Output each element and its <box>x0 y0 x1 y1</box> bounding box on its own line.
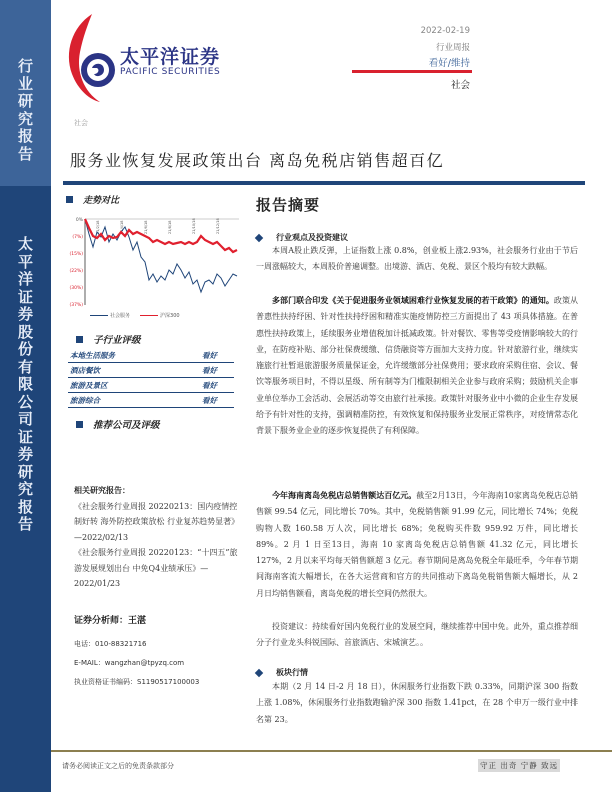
report-date: 2022-02-19 <box>420 26 470 36</box>
trend-chart <box>63 212 241 312</box>
bold-lead: 多部门联合印发《关于促进服务业领域困难行业恢复发展的若干政策》的通知。 <box>272 295 554 305</box>
table-row: 旅游及景区 看好 <box>68 378 234 393</box>
report-type: 行业周报 <box>435 43 470 53</box>
summary-paragraph: 本周A股止跌反弹，上证指数上涨 0.8%，创业板上涨2.93%，社会服务行业由于节后一周涨幅较大，本周股价普遍调整。出境游、酒店、免税、景区个股均有较大跌幅。 <box>256 246 578 272</box>
title-divider <box>63 181 585 185</box>
sub-rating-table <box>68 348 234 408</box>
header-divider <box>352 70 472 73</box>
svg-text:21/12/18: 21/12/18 <box>216 218 220 234</box>
table-row: 旅游综合 看好 <box>68 393 234 408</box>
section-heading-views: 行业观点及投资建议 <box>256 232 348 243</box>
summary-title: 报告摘要 <box>256 196 321 214</box>
svg-text:(7%): (7%) <box>72 235 83 240</box>
related-reports: 相关研究报告： 《社会服务行业周报 20220213：国内疫情控制好转 海外防控政策放松 行业复苏趋势显著》—2022/02/13 《社会服务行业周报 20220123：“十四五”旅游发展规划出台 中免Q4业绩承压》—2022/01/23 <box>74 483 240 592</box>
disclaimer-note: 请务必阅读正文之后的免责条款部分 <box>62 762 174 770</box>
logo-chinese-name: 太平洋证券 <box>120 46 221 68</box>
logo-emblem-icon <box>62 12 122 102</box>
svg-text:21/10/18: 21/10/18 <box>192 218 196 234</box>
legend-item-csi300: 沪深300 <box>140 312 180 319</box>
svg-text:(22%): (22%) <box>69 269 83 274</box>
summary-paragraph-hainan <box>256 487 578 602</box>
legend-item-social-services: 社会服务 <box>90 312 130 319</box>
company-motto: 守正 出奇 宁静 致远 <box>480 761 559 770</box>
analyst-phone: 电话：010-88321716 <box>74 640 147 648</box>
legend-line-icon <box>90 315 108 317</box>
svg-text:21/8/18: 21/8/18 <box>168 220 172 234</box>
section-heading-market: 板块行情 <box>256 667 308 678</box>
diamond-bullet-icon <box>255 233 263 241</box>
sector-label: 社会 <box>450 80 470 91</box>
series-csi300 <box>85 219 237 252</box>
trend-heading: 走势对比 <box>66 193 119 206</box>
svg-text:21/4/18: 21/4/18 <box>120 220 124 234</box>
related-report-link[interactable]: 《社会服务行业周报 20220213：国内疫情控制好转 海外防控政策放松 行业复苏趋势显著》—2022/02/13 <box>74 501 240 542</box>
recommend-heading: 推荐公司及评级 <box>76 417 160 431</box>
analyst-email[interactable]: E-MAIL：wangzhan@tpyzq.com <box>74 659 185 667</box>
svg-text:(15%): (15%) <box>69 252 83 257</box>
svg-text:(30%): (30%) <box>69 286 83 291</box>
table-row: 酒店餐饮 看好 <box>68 363 234 378</box>
svg-text:21/2/18: 21/2/18 <box>96 220 100 234</box>
company-logo <box>62 12 232 102</box>
logo-english-name: PACIFIC SECURITIES <box>120 67 221 77</box>
series-social-services <box>85 219 237 292</box>
chart-legend <box>90 312 180 319</box>
sub-rating-heading: 子行业评级 <box>76 332 141 346</box>
analyst-name: 证券分析师：王湛 <box>74 616 147 626</box>
summary-paragraph-policy <box>256 292 578 440</box>
page-title: 服务业恢复发展政策出台 离岛免税店销售超百亿 <box>70 151 445 170</box>
breadcrumb: 社会 <box>74 119 88 127</box>
summary-paragraph-market: 本期（2 月 14 日-2 月 18 日），休闲服务行业指数下跌 0.33%，同期沪深 300 指数上涨 1.08%，休闲服务行业指数跑输沪深 300 指数 1.41pct，在 28 个申万一级行业中排名第 23。 <box>256 682 578 724</box>
square-bullet-icon <box>66 196 73 203</box>
footer-divider <box>51 750 612 752</box>
square-bullet-icon <box>76 336 83 343</box>
table-row: 本地生活服务 看好 <box>68 348 234 363</box>
bold-lead: 今年海南离岛免税店总销售额达百亿元。 <box>272 490 417 500</box>
sidebar-top-label: 行 业 研 究 报 告 <box>17 57 33 163</box>
policy-body: 政策从普惠性扶持纾困、针对性扶持纾困和精准实施疫情防控三方面提出了 43 项具体措施。在普惠性扶持政策上，延续服务业增值税加计抵减政策。针对餐饮、零售等受疫情影响较大的行业，在防疫补贴、部分社保费缓缴、信贷融资等方面加大支持力度。针对旅游行业，继续实施旅行社暂退旅游服务质量保证金，允许缓缴部分社保费用；要求政府采购住宿、会议、餐饮等服务项目时，不得以星级、所有制等为门槛限制相关企业参与政府采购；鼓励机关企事业单位举办工会活动、会展活动等交由旅行社承接。政策针对服务业中小微的企业生存发展给予有针对性的支持，强调精准防控，有效恢复和保持服务业发展正常秩序，对疫情常态化背景下服务业企业的逐步恢复提供了有利保障。 <box>256 296 578 436</box>
y-tick-0: 0% <box>75 218 83 223</box>
hainan-body: 截至2月13日，今年海南10家离岛免税店总销售额 99.54 亿元，同比增长 70%。其中，免税销售额 91.99 亿元，同比增长 74%；免税购物人数 160.58 万人次，同比增长 68%；免税购买件数 959.92 万件，同比增长 89%。2 月 1 日至13日，海南 10 家离岛免税店总销售额 41.32 亿元，同比增长 127%，2 月以来平均每天销售额超 3 亿元。春节期间是离岛免税全年最旺季，今年春节期间海南客流大幅增长，在各大运营商和官方的共同推动下离岛免税销售额大幅增长，从 2 月日均销售额看，离岛免税的增长空间仍然很大。 <box>256 491 578 598</box>
svg-text:21/6/18: 21/6/18 <box>144 220 148 234</box>
related-report-link[interactable]: 《社会服务行业周报 20220123：“十四五”旅游发展规划出台 中免Q4业绩承压》—2022/01/23 <box>74 548 238 588</box>
diamond-bullet-icon <box>255 668 263 676</box>
summary-paragraph-advice: 投资建议：持续看好国内免税行业的发展空间，继续推荐中国中免。此外，重点推荐细分子行业龙头科锐国际、首旅酒店、宋城演艺。。 <box>256 622 578 648</box>
sidebar-bottom-label: 太 平 洋 证 券 股 份 有 限 公 司 证 券 研 究 报 告 <box>17 235 33 533</box>
analyst-license: 执业资格证书编码：S1190517100003 <box>74 678 200 686</box>
square-bullet-icon <box>76 421 83 428</box>
svg-text:(37%): (37%) <box>69 303 83 308</box>
legend-line-icon <box>140 315 158 317</box>
industry-rating: 看好/维持 <box>428 58 470 69</box>
